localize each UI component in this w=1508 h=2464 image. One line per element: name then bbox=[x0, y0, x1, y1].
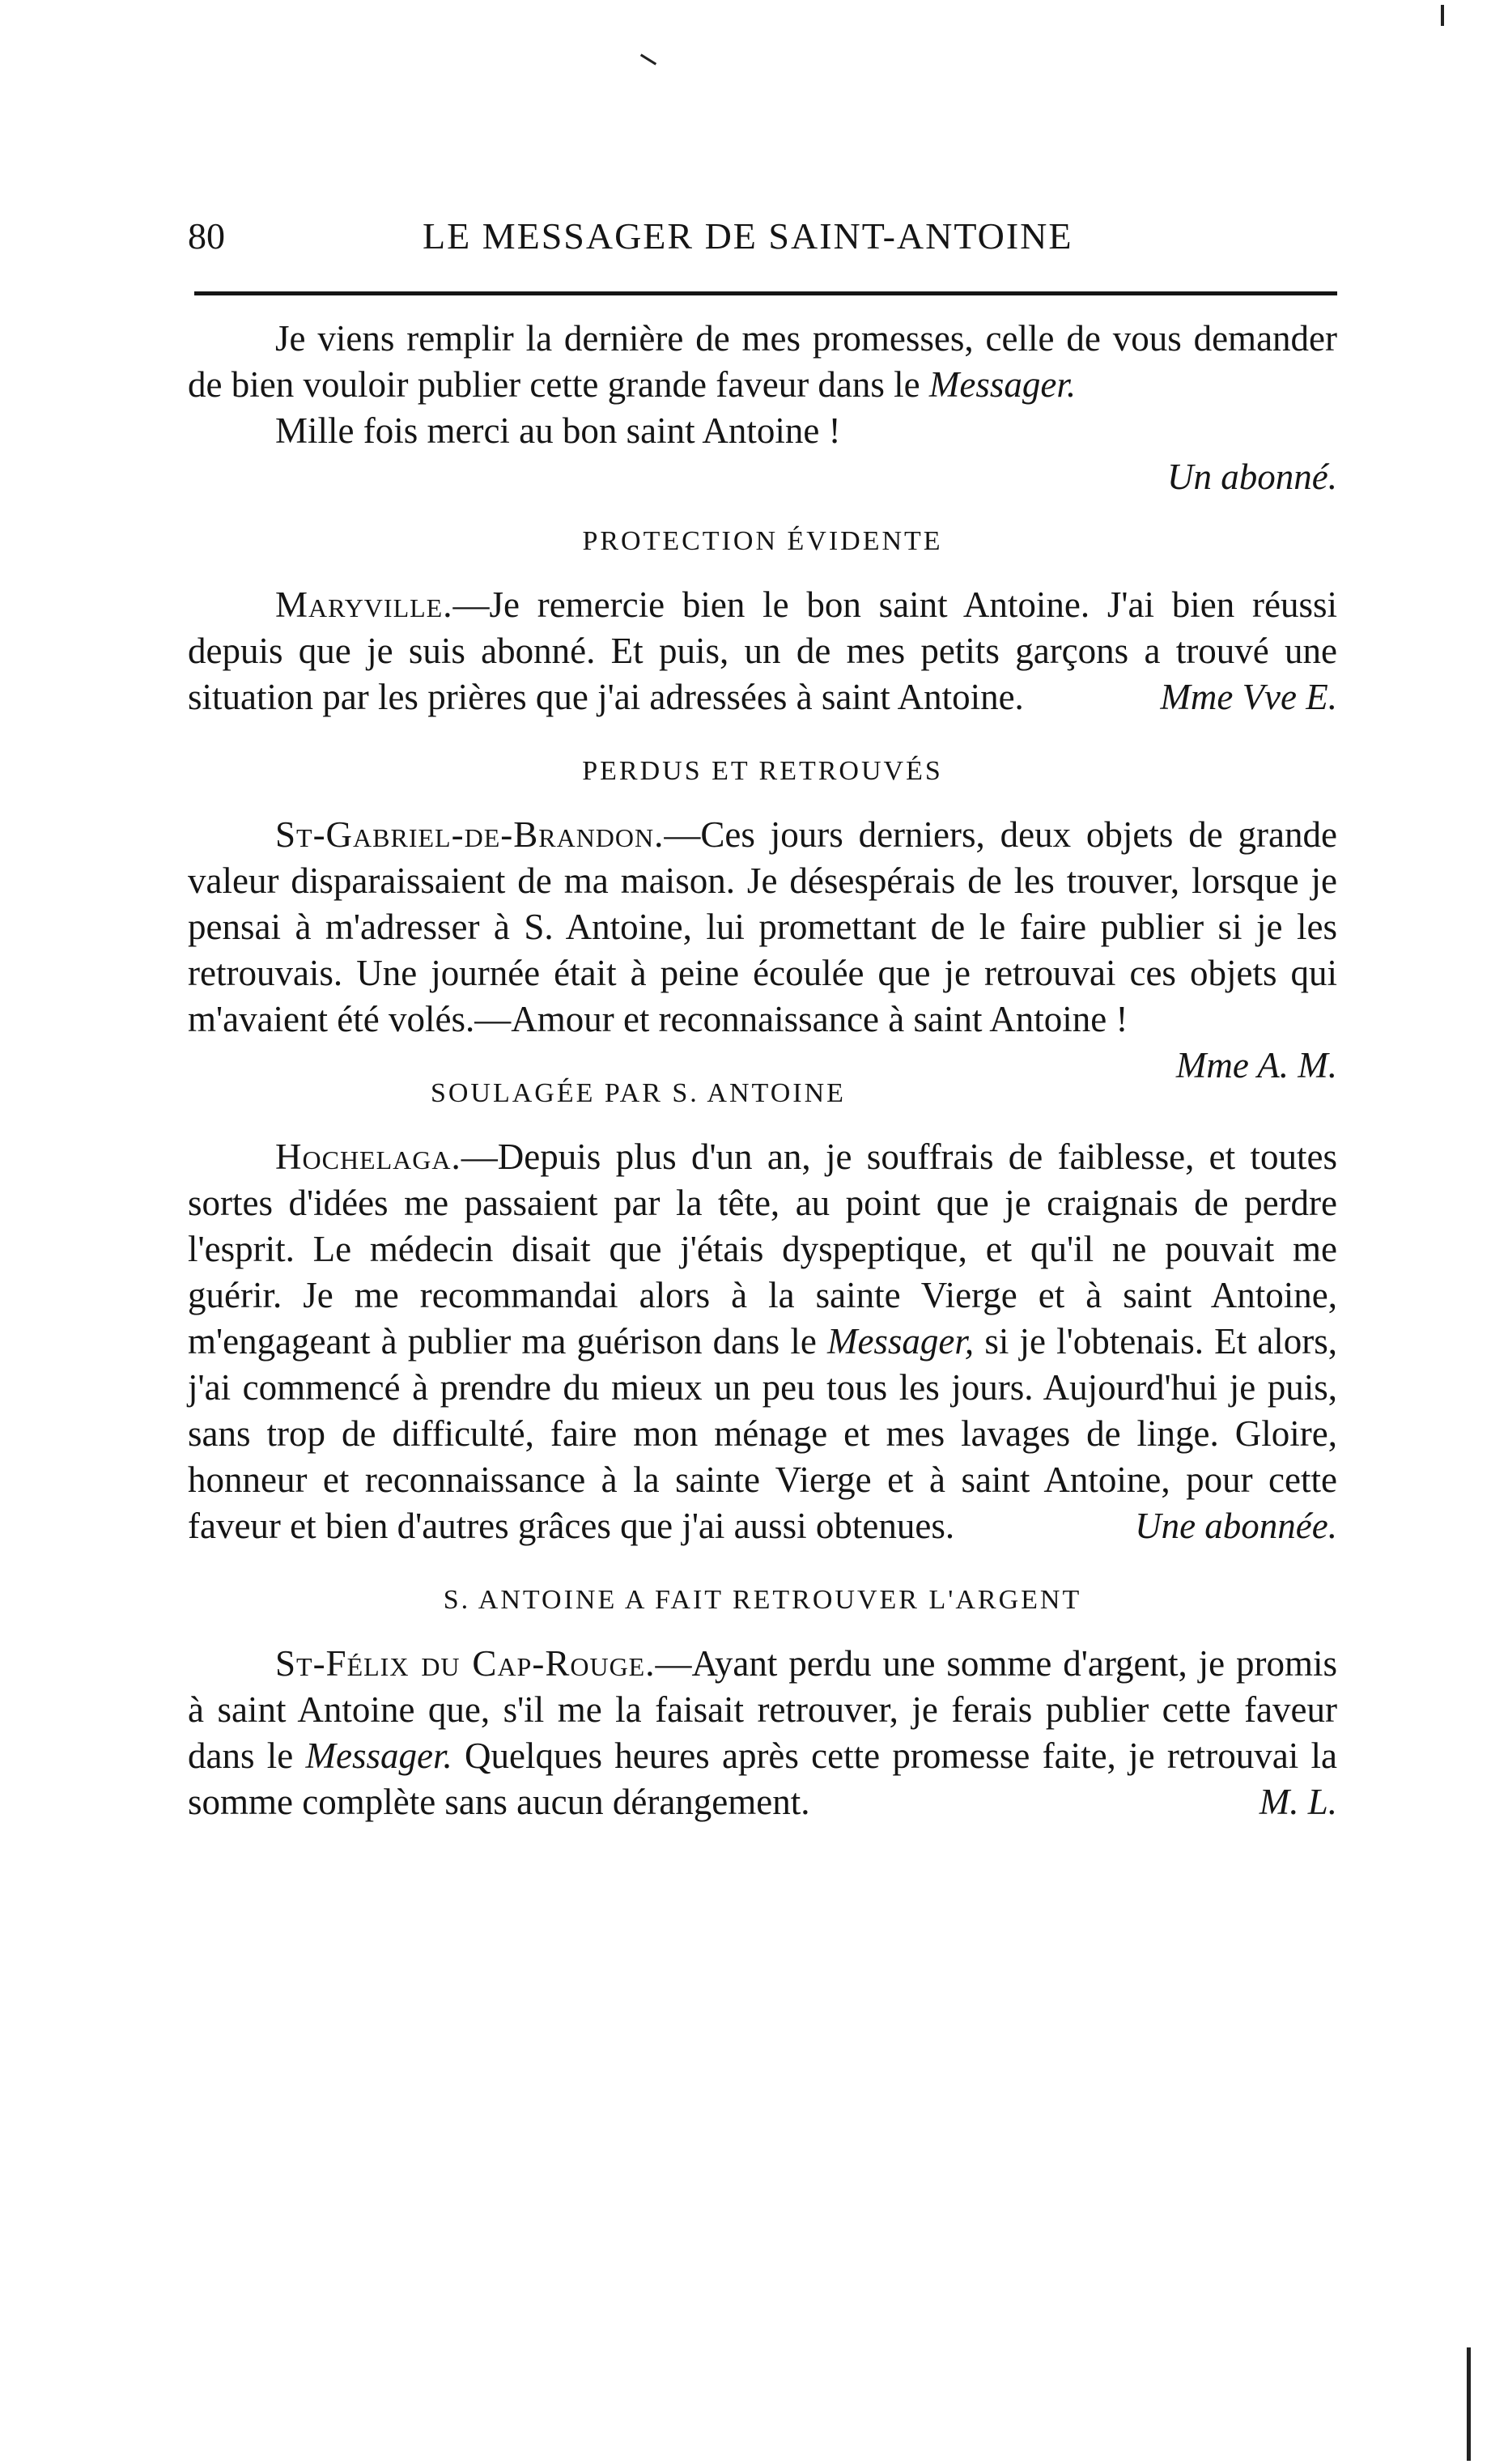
intro-signature: Un abonné. bbox=[1167, 457, 1337, 497]
section-heading-protection: PROTECTION ÉVIDENTE bbox=[582, 526, 943, 556]
soulagee-signature: Une abonnée. bbox=[1135, 1506, 1337, 1546]
print-speck bbox=[640, 53, 656, 65]
argent-text-cont: Quelques heures après cette promesse faite, je retrouvai la somme complète sans aucun dérangement. bbox=[188, 1735, 1337, 1822]
thanks-paragraph bbox=[188, 408, 1337, 454]
messager-title: Messager. bbox=[928, 364, 1077, 405]
article-body bbox=[188, 316, 1337, 1825]
soulagee-paragraph bbox=[188, 1134, 1337, 1549]
argent-paragraph bbox=[188, 1641, 1337, 1825]
header-rule bbox=[194, 291, 1337, 295]
running-title: LE MESSAGER DE SAINT-ANTOINE bbox=[423, 215, 1073, 257]
place-name: St-Gabriel-de-Brandon. bbox=[275, 814, 665, 855]
protection-paragraph bbox=[188, 582, 1337, 720]
protection-signature: Mme Vve E. bbox=[1160, 677, 1337, 717]
intro-text: Je viens remplir la dernière de mes promesses, celle de vous demander de bien vouloir publier cette grande faveur dans le bbox=[188, 318, 1337, 405]
perdus-text: —Ces jours derniers, deux objets de grande valeur disparaissaient de ma maison. Je désespérais de les trouver, lorsque je pensai à m'adresser à S. Antoine, lui promettant de le faire publier si je les retrouvais. Une journée était à peine écoulée que je retrouvai ces objets qui m'avaient été volés.—Amour et reconnaissance à saint Antoine ! bbox=[188, 814, 1337, 1039]
messager-title: Messager. bbox=[305, 1735, 452, 1776]
perdus-paragraph bbox=[188, 812, 1337, 1085]
perdus-signature: Mme A. M. bbox=[1175, 1045, 1337, 1085]
section-heading-soulagee: SOULAGÉE PAR S. ANTOINE bbox=[430, 1078, 846, 1108]
thanks-text: Mille fois merci au bon saint Antoine ! bbox=[275, 410, 841, 451]
soulagee-text-cont: si je l'obtenais. Et alors, j'ai commencé à prendre du mieux un peu tous les jours. Aujourd'hui je puis, sans trop de difficulté, faire mon ménage et mes lavages de linge. Gloire, honneur et reconnaissance à la sainte Vierge et à saint Antoine, pour cette faveur et bien d'autres grâces que j'ai aussi obtenues. bbox=[188, 1321, 1337, 1546]
protection-text: —Je remercie bien le bon saint Antoine. J'ai bien réussi depuis que je suis abonné. Et puis, un de mes petits garçons a trouvé une situation par les prières que j'ai adressées à saint Antoine. bbox=[188, 584, 1337, 717]
print-speck bbox=[1441, 5, 1444, 26]
section-heading-argent: S. ANTOINE A FAIT RETROUVER L'ARGENT bbox=[443, 1585, 1082, 1615]
print-speck bbox=[1467, 2347, 1471, 2461]
argent-signature: M. L. bbox=[1259, 1782, 1337, 1822]
soulagee-text: —Depuis plus d'un an, je souffrais de faiblesse, et toutes sortes d'idées me passaient par la tête, au point que je craignais de perdre l'esprit. Le médecin disait que j'étais dyspeptique, et qu'il ne pouvait me guérir. Je me recommandai alors à la sainte Vierge et à saint Antoine, m'engageant à publier ma guérison dans le bbox=[188, 1136, 1337, 1362]
argent-text: —Ayant perdu une somme d'argent, je promis à saint Antoine que, s'il me la faisait retrouver, je ferais publier cette faveur dans le bbox=[188, 1643, 1337, 1776]
messager-title: Messager, bbox=[826, 1321, 975, 1362]
place-name: St-Félix du Cap-Rouge. bbox=[275, 1643, 656, 1684]
section-heading-perdus: PERDUS ET RETROUVÉS bbox=[582, 756, 943, 786]
place-name: Maryville. bbox=[275, 584, 453, 625]
page-header bbox=[188, 212, 1337, 261]
intro-paragraph bbox=[188, 316, 1337, 408]
page-number: 80 bbox=[188, 215, 225, 257]
place-name: Hochelaga. bbox=[275, 1136, 461, 1177]
